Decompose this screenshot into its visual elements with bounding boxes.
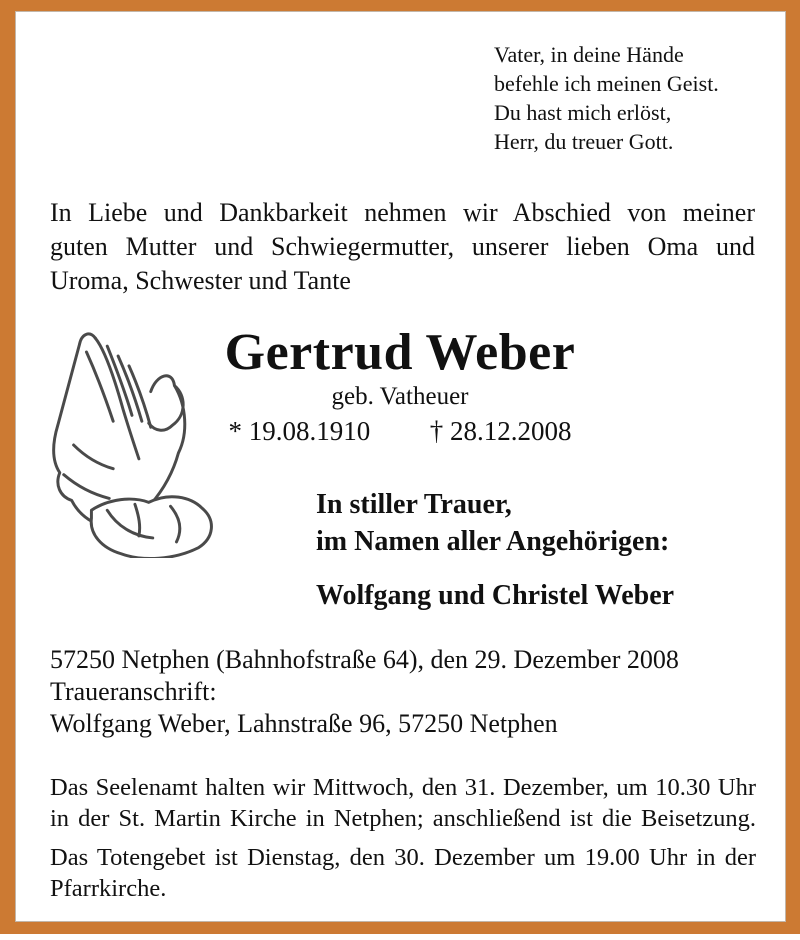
epigraph-line: befehle ich meinen Geist.	[494, 71, 719, 96]
funeral-service-notice	[50, 772, 756, 834]
introduction-paragraph	[50, 196, 755, 298]
address-line: Wolfgang Weber, Lahnstraße 96, 57250 Netphen	[50, 709, 558, 738]
intro-line: In Liebe und Dankbarkeit nehmen wir Abschied von meiner	[50, 198, 755, 227]
birth-name: geb. Vatheuer	[331, 383, 469, 410]
address-block	[50, 644, 679, 740]
mourning-line: In stiller Trauer,	[316, 489, 512, 520]
address-line: 57250 Netphen (Bahnhofstraße 64), den 29. Dezember 2008	[50, 645, 679, 674]
star-symbol: *	[228, 416, 242, 446]
deceased-name: Gertrud Weber	[224, 324, 576, 381]
notice-line: Das Totengebet ist Dienstag, den 30. Dezember um 19.00 Uhr in der	[50, 844, 756, 871]
epigraph-line: Du hast mich erlöst,	[494, 100, 672, 125]
deceased-header	[0, 326, 800, 446]
address-line: Traueranschrift:	[50, 677, 217, 706]
cross-symbol: †	[429, 416, 444, 446]
life-dates	[0, 416, 800, 446]
mourning-line: im Namen aller Angehörigen:	[316, 526, 670, 557]
epigraph-verse	[494, 40, 719, 156]
death-date: 28.12.2008	[450, 416, 572, 446]
mourners-names: Wolfgang und Christel Weber	[316, 580, 675, 611]
epigraph-line: Herr, du treuer Gott.	[494, 129, 674, 154]
birth-date: 19.08.1910	[248, 416, 371, 446]
epigraph-line: Vater, in deine Hände	[494, 42, 684, 67]
notice-line: in der St. Martin Kirche in Netphen; anschließend ist die Beisetzung.	[50, 805, 756, 832]
prayer-notice	[50, 842, 756, 904]
notice-line: Das Seelenamt halten wir Mittwoch, den 31. Dezember, um 10.30 Uhr	[50, 774, 756, 801]
intro-line: Uroma, Schwester und Tante	[50, 266, 351, 295]
intro-line: guten Mutter und Schwiegermutter, unserer lieben Oma und	[50, 232, 755, 261]
mourning-statement	[316, 486, 674, 614]
notice-line: Pfarrkirche.	[50, 875, 167, 902]
